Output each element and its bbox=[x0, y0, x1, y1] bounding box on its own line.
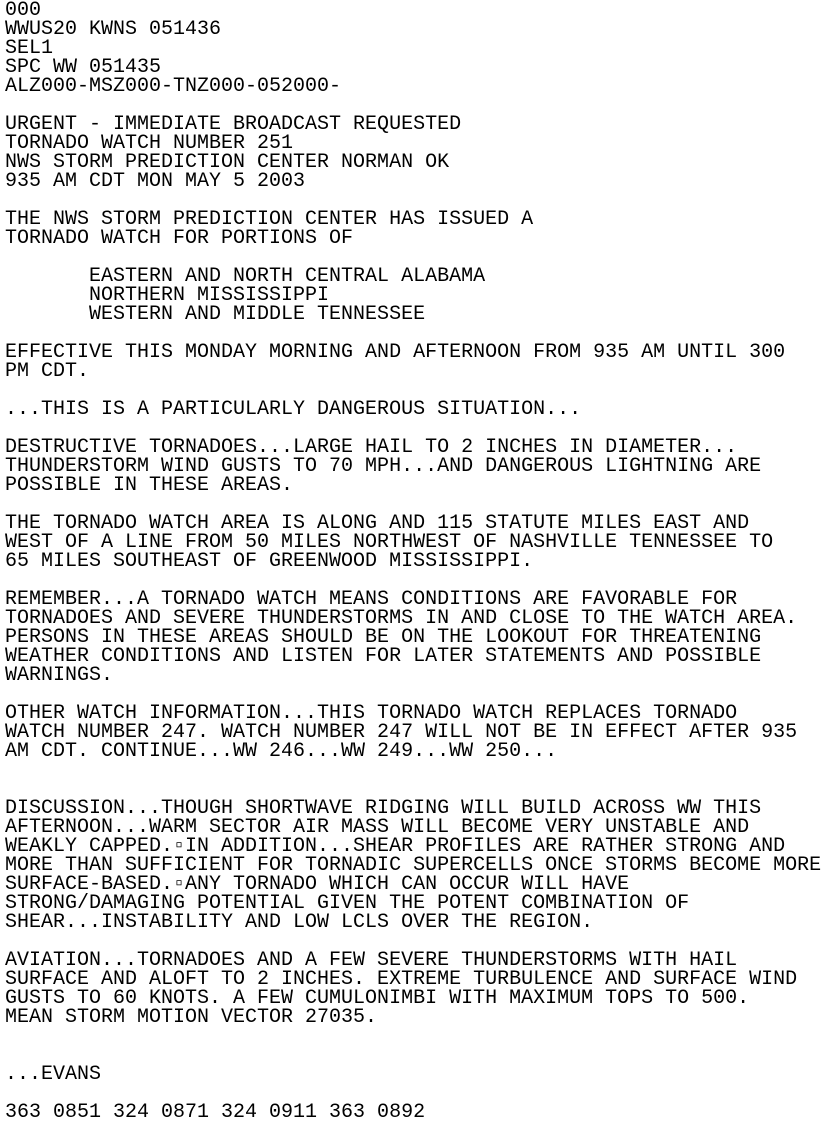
bulletin-line: ALZ000-MSZ000-TNZ000-052000- bbox=[5, 75, 342, 98]
bulletin-line: THE TORNADO WATCH AREA IS ALONG AND 115 STATUTE MILES EAST AND bbox=[5, 512, 750, 535]
bulletin-line: SURFACE AND ALOFT TO 2 INCHES. EXTREME TURBULENCE AND SURFACE WIND bbox=[5, 968, 798, 991]
bulletin-line: AFTERNOON...WARM SECTOR AIR MASS WILL BECOME VERY UNSTABLE AND bbox=[5, 816, 750, 839]
bulletin-line: WARNINGS. bbox=[5, 664, 114, 687]
bulletin-line: WESTERN AND MIDDLE TENNESSEE bbox=[5, 303, 426, 326]
bulletin-line: TORNADO WATCH FOR PORTIONS OF bbox=[5, 227, 354, 250]
bulletin-line: ...THIS IS A PARTICULARLY DANGEROUS SITUATION... bbox=[5, 398, 582, 421]
bulletin-line bbox=[5, 1027, 821, 1046]
bulletin-line: AM CDT. CONTINUE...WW 246...WW 249...WW 250... bbox=[5, 740, 558, 763]
bulletin-line: OTHER WATCH INFORMATION...THIS TORNADO WATCH REPLACES TORNADO bbox=[5, 702, 738, 725]
bulletin-text bbox=[5, 1, 821, 1122]
bulletin-line: EFFECTIVE THIS MONDAY MORNING AND AFTERNOON FROM 935 AM UNTIL 300 bbox=[5, 341, 786, 364]
bulletin-line: WEAKLY CAPPED.▫IN ADDITION...SHEAR PROFILES ARE RATHER STRONG AND bbox=[5, 835, 786, 858]
bulletin-line: 363 0851 324 0871 324 0911 363 0892 bbox=[5, 1101, 426, 1124]
bulletin-line: 65 MILES SOUTHEAST OF GREENWOOD MISSISSIPPI. bbox=[5, 550, 534, 573]
bulletin-line: DESTRUCTIVE TORNADOES...LARGE HAIL TO 2 INCHES IN DIAMETER... bbox=[5, 436, 738, 459]
bulletin-line: WEST OF A LINE FROM 50 MILES NORTHWEST OF NASHVILLE TENNESSEE TO bbox=[5, 531, 774, 554]
bulletin-line: TORNADO WATCH NUMBER 251 bbox=[5, 132, 294, 155]
bulletin-line: THE NWS STORM PREDICTION CENTER HAS ISSUED A bbox=[5, 208, 534, 231]
bulletin-line: SPC WW 051435 bbox=[5, 56, 162, 79]
bulletin-line: ...EVANS bbox=[5, 1063, 102, 1086]
bulletin-line: 935 AM CDT MON MAY 5 2003 bbox=[5, 170, 306, 193]
bulletin-line: THUNDERSTORM WIND GUSTS TO 70 MPH...AND DANGEROUS LIGHTNING ARE bbox=[5, 455, 762, 478]
bulletin-line: WATCH NUMBER 247. WATCH NUMBER 247 WILL NOT BE IN EFFECT AFTER 935 bbox=[5, 721, 798, 744]
bulletin-line: POSSIBLE IN THESE AREAS. bbox=[5, 474, 294, 497]
bulletin-line: DISCUSSION...THOUGH SHORTWAVE RIDGING WILL BUILD ACROSS WW THIS bbox=[5, 797, 762, 820]
bulletin-line: URGENT - IMMEDIATE BROADCAST REQUESTED bbox=[5, 113, 462, 136]
bulletin-line: PM CDT. bbox=[5, 360, 90, 383]
bulletin-line: WWUS20 KWNS 051436 bbox=[5, 18, 222, 41]
bulletin-line: NORTHERN MISSISSIPPI bbox=[5, 284, 330, 307]
bulletin-line bbox=[5, 1046, 821, 1065]
bulletin-line: TORNADOES AND SEVERE THUNDERSTORMS IN AND CLOSE TO THE WATCH AREA. bbox=[5, 607, 798, 630]
bulletin-line: PERSONS IN THESE AREAS SHOULD BE ON THE LOOKOUT FOR THREATENING bbox=[5, 626, 762, 649]
bulletin-line: WEATHER CONDITIONS AND LISTEN FOR LATER STATEMENTS AND POSSIBLE bbox=[5, 645, 762, 668]
bulletin-line: STRONG/DAMAGING POTENTIAL GIVEN THE POTENT COMBINATION OF bbox=[5, 892, 690, 915]
bulletin-line: EASTERN AND NORTH CENTRAL ALABAMA bbox=[5, 265, 486, 288]
bulletin-line bbox=[5, 761, 821, 780]
bulletin-line: GUSTS TO 60 KNOTS. A FEW CUMULONIMBI WITH MAXIMUM TOPS TO 500. bbox=[5, 987, 750, 1010]
bulletin-line: 000 bbox=[5, 0, 42, 22]
bulletin-line: SURFACE-BASED.▫ANY TORNADO WHICH CAN OCCUR WILL HAVE bbox=[5, 873, 630, 896]
bulletin-line: AVIATION...TORNADOES AND A FEW SEVERE THUNDERSTORMS WITH HAIL bbox=[5, 949, 738, 972]
bulletin-line: MEAN STORM MOTION VECTOR 27035. bbox=[5, 1006, 378, 1029]
bulletin-line: SHEAR...INSTABILITY AND LOW LCLS OVER THE REGION. bbox=[5, 911, 594, 934]
bulletin-line: SEL1 bbox=[5, 37, 54, 60]
bulletin-line: MORE THAN SUFFICIENT FOR TORNADIC SUPERCELLS ONCE STORMS BECOME MORE bbox=[5, 854, 822, 877]
bulletin-line: REMEMBER...A TORNADO WATCH MEANS CONDITIONS ARE FAVORABLE FOR bbox=[5, 588, 738, 611]
bulletin-line: NWS STORM PREDICTION CENTER NORMAN OK bbox=[5, 151, 450, 174]
